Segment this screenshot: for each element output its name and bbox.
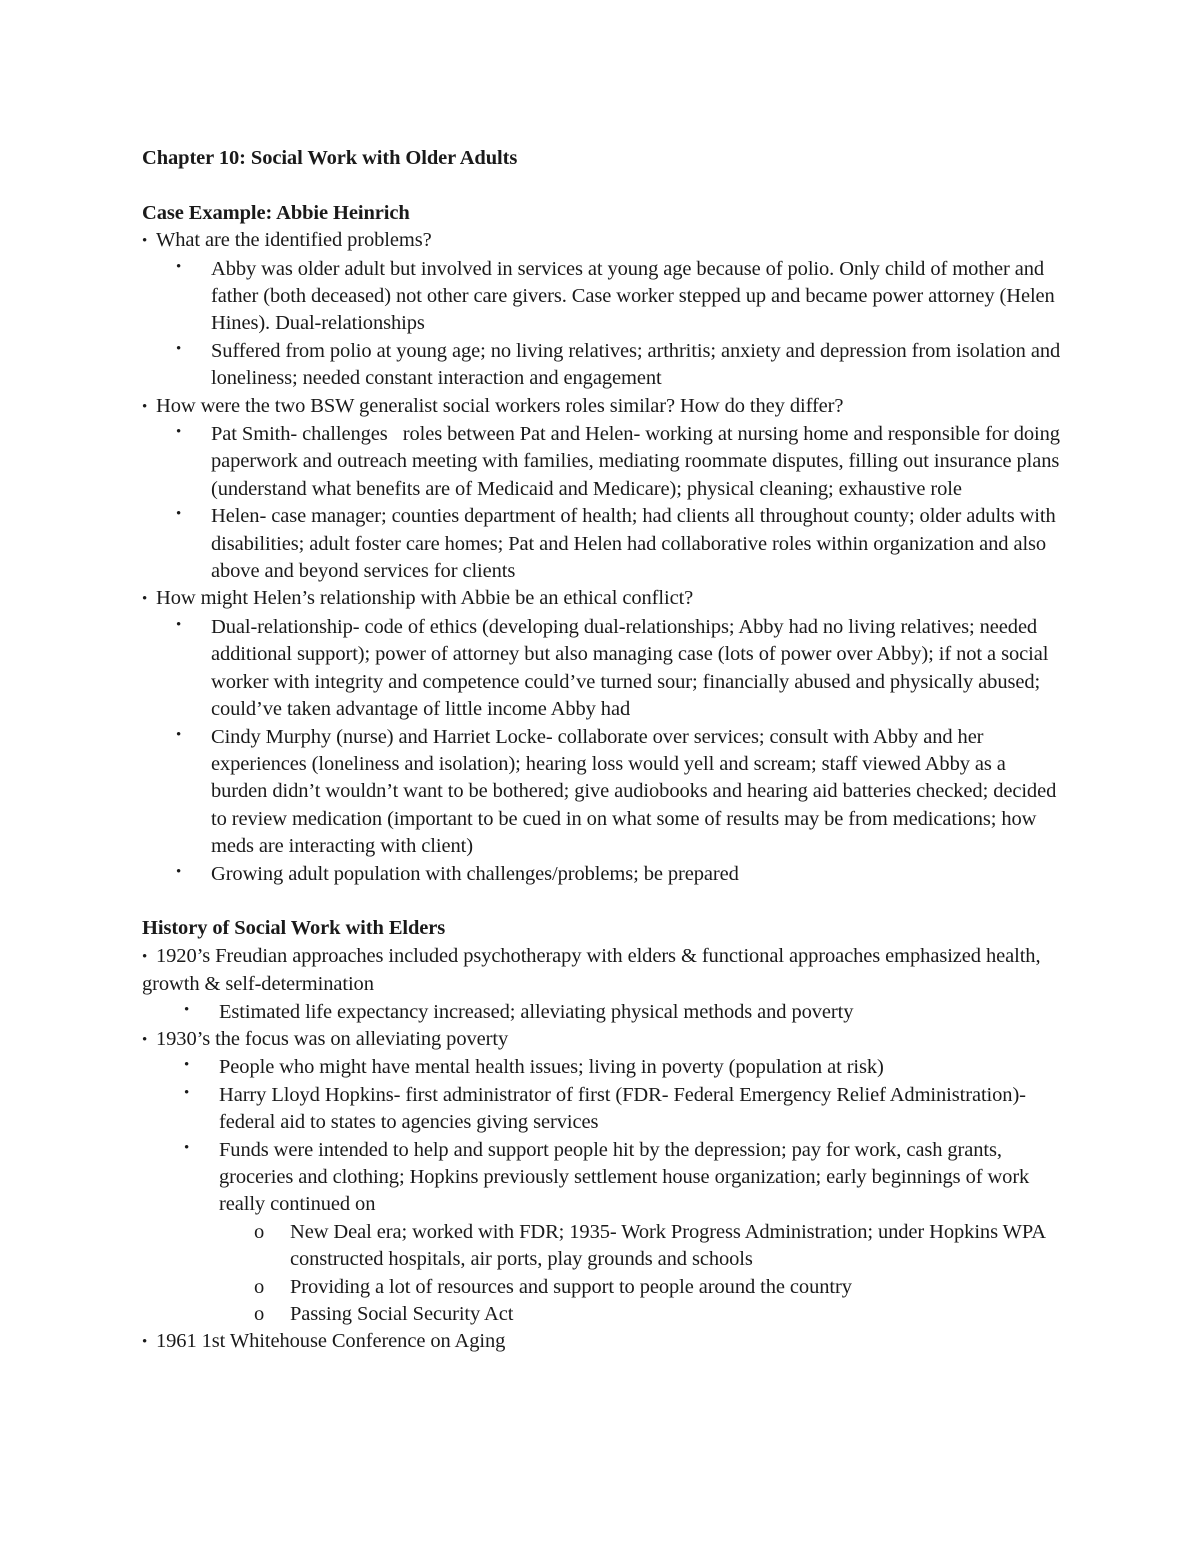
document-page [142,145,1065,1357]
bullet-icon: • [142,948,148,965]
bullet-icon: • [142,398,148,415]
sub-sub-list-item-text: New Deal era; worked with FDR; 1935- Work Progress Administration; under Hopkins WPA constructed hospitals, air ports, play grounds and schools [290,1220,1045,1271]
sub-list-item [142,503,1062,585]
document-title: Chapter 10: Social Work with Older Adults [142,147,518,169]
section-heading-history: History of Social Work with Elders [142,917,446,940]
bullet-icon: • [184,1139,190,1156]
bullet-icon: • [176,726,182,743]
sub-sub-list-item-text: Providing a lot of resources and support to people around the country [290,1275,852,1298]
section-heading-case-example: Case Example: Abbie Heinrich [142,201,410,224]
bullet-icon: • [176,616,182,633]
circle-bullet-icon: o [254,1303,265,1326]
bullet-icon: • [184,1084,190,1101]
sub-list-item [142,1082,1062,1137]
bullet-icon: • [142,1334,148,1351]
bullet-icon: • [176,424,182,441]
sub-sub-list-item [142,1274,1062,1301]
list-item-text: How were the two BSW generalist social workers roles similar? How do they differ? [156,394,844,417]
sub-list-item-text: Harry Lloyd Hopkins- first administrator of first (FDR- Federal Emergency Relief Administration)- federal aid to states to agencies giving services [219,1083,1026,1134]
sub-list-item-text: Cindy Murphy (nurse) and Harriet Locke- collaborate over services; consult with Abby and her experiences (loneliness and isolation); hearing loss would yell and scream; staff viewed Abby as a burden didn’t wouldn’t want to be bothered; give audiobooks and hearing aid batteries checked; decided to review medication (important to be cued in on what some of results may be from medications; how meds are interacting with client) [211,725,1057,858]
list-item-text: 1930’s the focus was on alleviating poverty [156,1027,509,1050]
bullet-icon: • [142,1031,148,1048]
bullet-icon: • [184,1057,190,1074]
sub-list-item [142,999,1062,1026]
list-item-text: 1961 1st Whitehouse Conference on Aging [156,1330,506,1353]
sub-list-item-text: Pat Smith- challenges roles between Pat and Helen- working at nursing home and responsible for doing paperwork and outreach meeting with families, mediating roommate disputes, filling out insurance plans (understand what benefits are of Medicaid and Medicare); physical cleaning; exhaustive role [211,423,1065,500]
sub-list-item-text: Estimated life expectancy increased; alleviating physical methods and poverty [219,1000,854,1023]
sub-sub-list-item [142,1301,1062,1328]
bullet-icon: • [176,340,182,357]
sub-list-item [142,338,1062,393]
sub-list-item-text: Dual-relationship- code of ethics (developing dual-relationships; Abby had no living relatives; needed additional support); power of attorney but also managing case (lots of power over Abby); if not a social worker with integrity and competence could’ve turned sour; financially abused and physically abused; could’ve taken advantage of little income Abby had [211,615,1049,721]
sub-list-item [142,861,1062,888]
sub-list-item-text: Growing adult population with challenges/problems; be prepared [211,862,739,885]
bullet-icon: • [176,258,182,275]
list-item [142,1328,1062,1356]
list-item-text: What are the identified problems? [156,229,432,252]
sub-list-item-text: Funds were intended to help and support people hit by the depression; pay for work, cash grants, groceries and clothing; Hopkins previously settlement house organization; early beginnings of work really continued on [219,1138,1030,1216]
sub-list-item [142,256,1062,338]
sub-list-item-text: Helen- case manager; counties department of health; had clients all throughout county; older adults with disabilities; adult foster care homes; Pat and Helen had collaborative roles within organization and also above and beyond services for clients [211,505,1056,583]
sub-sub-list-item-text: Passing Social Security Act [290,1303,514,1326]
sub-list-item-text: Abby was older adult but involved in services at young age because of polio. Only child of mother and father (both deceased) not other care givers. Case worker stepped up and became power attorney (Helen Hines). Dual-relationships [211,257,1055,335]
list-item [142,227,1062,255]
bullet-icon: • [184,1001,190,1018]
sub-list-item [142,614,1062,724]
circle-bullet-icon: o [254,1275,265,1298]
sub-list-item [142,1137,1062,1219]
bullet-icon: • [142,233,148,250]
list-item-text: How might Helen’s relationship with Abbie be an ethical conflict? [156,587,694,610]
bullet-icon: • [176,506,182,523]
sub-list-item [142,421,1065,503]
sub-list-item [142,1054,1062,1081]
sub-list-item-text: People who might have mental health issues; living in poverty (population at risk) [219,1056,884,1079]
sub-sub-list-item [142,1219,1062,1274]
sub-list-item [142,724,1062,861]
circle-bullet-icon: o [254,1220,265,1243]
bullet-icon: • [176,863,182,880]
sub-list-item-text: Suffered from polio at young age; no living relatives; arthritis; anxiety and depression from isolation and loneliness; needed constant interaction and engagement [211,339,1061,390]
list-item-text: 1920’s Freudian approaches included psychotherapy with elders & functional approaches emphasized health, growth & self-determination [142,944,1041,996]
list-item [142,1026,1062,1054]
list-item [142,393,1062,421]
bullet-icon: • [142,591,148,608]
list-item [142,585,1062,613]
list-item [142,943,1062,999]
